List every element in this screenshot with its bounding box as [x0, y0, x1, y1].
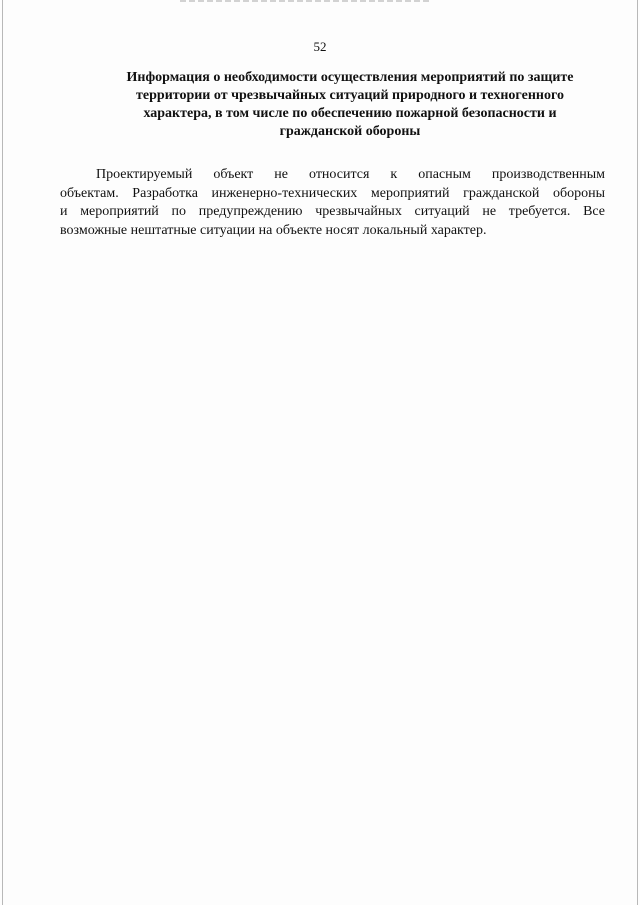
heading-line: территории от чрезвычайных ситуаций природного и техногенного — [136, 88, 564, 103]
body-line: объектам. Разработка инженерно-технических мероприятий гражданской обороны — [60, 185, 605, 201]
page-number: 52 — [313, 39, 327, 54]
body-line: возможные нештатные ситуации на объекте носят локальный характер. — [60, 222, 487, 238]
heading-line: гражданской обороны — [279, 124, 421, 139]
body-line: Проектируемый объект не относится к опасным производственным — [96, 167, 605, 182]
heading-line: характера, в том числе по обеспечению пожарной безопасности и — [143, 106, 557, 121]
scan-edge-left — [2, 0, 3, 905]
body-paragraph — [60, 166, 605, 240]
body-line: и мероприятий по предупреждению чрезвычайных ситуаций не требуется. Все — [60, 204, 605, 219]
heading-line: Информация о необходимости осуществления мероприятий по защите — [126, 70, 574, 85]
section-heading — [95, 69, 605, 141]
scan-edge-right — [637, 0, 638, 905]
scan-edge-top — [180, 0, 430, 2]
